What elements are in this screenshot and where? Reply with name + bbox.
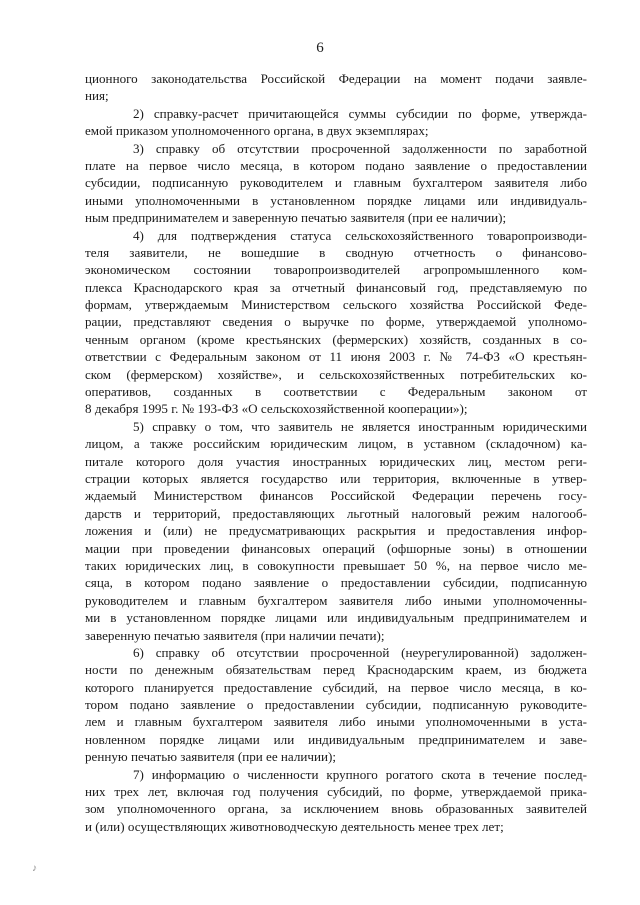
- text-line: оперативов, созданных в соответствии с Федеральным законом от: [85, 384, 587, 400]
- text-line: ми в установленном порядке лицами или индивидуальным предпринимателем и: [85, 610, 587, 626]
- text-line: плекса Краснодарского края за отчетный финансовый год, представляемую по: [85, 279, 587, 295]
- text-line: 4) для подтверждения статуса сельскохозяйственного товаропроизводи-: [133, 227, 587, 243]
- text-line: мации при проведении финансовых операций (офшорные зоны) в отношении: [85, 540, 587, 556]
- text-line: питале которого доля участия иностранных юридических лиц, местом реги-: [85, 453, 587, 469]
- text-line: иными уполномоченными в установленном порядке лицами или индивидуаль-: [85, 192, 587, 208]
- text-line: экономическом состоянии товаропроизводителей агропромышленного ком-: [85, 262, 587, 278]
- text-line: дарств и территорий, предоставляющих льготный налоговый режим налогооб-: [85, 505, 587, 521]
- text-line: и (или) осуществляющих животноводческую деятельность менее трех лет;: [85, 818, 504, 834]
- text-line: 7) информацию о численности крупного рогатого скота в течение послед-: [133, 766, 587, 782]
- text-line: ренную печатью заявителя (при ее наличии);: [85, 749, 336, 765]
- text-line: зом уполномоченного органа, за исключением вновь образованных заявителей: [85, 801, 587, 817]
- text-line: формам, утверждаемым Министерством сельского хозяйства Российской Феде-: [85, 297, 587, 313]
- text-line: таких юридических лиц, в совокупности превышает 50 %, на первое число ме-: [85, 557, 587, 573]
- document-body: [85, 70, 587, 835]
- text-line: новленном порядке лицами или индивидуальным предпринимателем и заве-: [85, 731, 587, 747]
- text-line: 6) справку об отсутствии просроченной (неурегулированной) задолжен-: [133, 644, 587, 660]
- text-line: ченным органом (кроме крестьянских (фермерских) хозяйств, созданных в со-: [85, 331, 587, 347]
- text-line: плате на первое число месяца, в котором подано заявление о предоставлении: [85, 157, 587, 173]
- text-line: ния;: [85, 88, 109, 104]
- text-line: теля заявители, не вошедшие в сводную отчетность о финансово-: [85, 244, 587, 260]
- text-line: 8 декабря 1995 г. № 193-ФЗ «О сельскохозяйственной кооперации»);: [85, 401, 468, 417]
- text-line: ждаемый Министерством финансов Российской Федерации перечень госу-: [85, 488, 587, 504]
- page-number: 6: [316, 40, 324, 56]
- text-line: которого планируется предоставление субсидий, на первое число месяца, в ко-: [85, 679, 587, 695]
- text-line: ным предпринимателем и заверенную печатью заявителя (при ее наличии);: [85, 210, 507, 226]
- text-line: ском (фермерском) хозяйстве», и сельскохозяйственных потребительских ко-: [85, 366, 587, 382]
- text-line: руководителем и главным бухгалтером заявителя либо иными уполномоченны-: [85, 592, 587, 608]
- text-line: тором подано заявление о предоставлении субсидии, подписанную руководите-: [85, 697, 587, 713]
- text-line: 5) справку о том, что заявитель не является иностранным юридическими: [133, 418, 587, 434]
- text-line: страции которых является государство или территория, включенные в утвер-: [85, 470, 587, 486]
- text-line: 3) справку об отсутствии просроченной задолженности по заработной: [133, 140, 587, 156]
- scan-artifact-mark: ♪: [32, 863, 37, 874]
- text-line: емой приказом уполномоченного органа, в двух экземплярах;: [85, 123, 429, 139]
- text-line: ответствии с Федеральным законом от 11 июня 2003 г. № 74-ФЗ «О крестьян-: [85, 349, 587, 365]
- text-line: рации, представляют сведения о выручке по форме, утверждаемой уполномо-: [85, 314, 587, 330]
- text-line: ности по денежным обязательствам перед Краснодарским краем, из бюджета: [85, 662, 587, 678]
- text-line: заверенную печатью заявителя (при наличии печати);: [85, 627, 385, 643]
- text-line: них трех лет, включая год получения субсидий, по форме, утверждаемой прика-: [85, 784, 587, 800]
- text-line: лем и главным бухгалтером заявителя либо иными уполномоченными в уста-: [85, 714, 587, 730]
- text-line: ложения и (или) не предусматривающих раскрытия и предоставления инфор-: [85, 523, 587, 539]
- text-line: лицом, а также российским юридическим лицом, в уставном (складочном) ка-: [85, 436, 587, 452]
- text-line: сяца, в котором подано заявление о предоставлении субсидии, подписанную: [85, 575, 587, 591]
- text-line: ционного законодательства Российской Федерации на момент подачи заявле-: [85, 71, 587, 86]
- text-line: 2) справку-расчет причитающейся суммы субсидии по форме, утвержда-: [133, 105, 587, 121]
- text-line: субсидии, подписанную руководителем и главным бухгалтером заявителя либо: [85, 175, 587, 191]
